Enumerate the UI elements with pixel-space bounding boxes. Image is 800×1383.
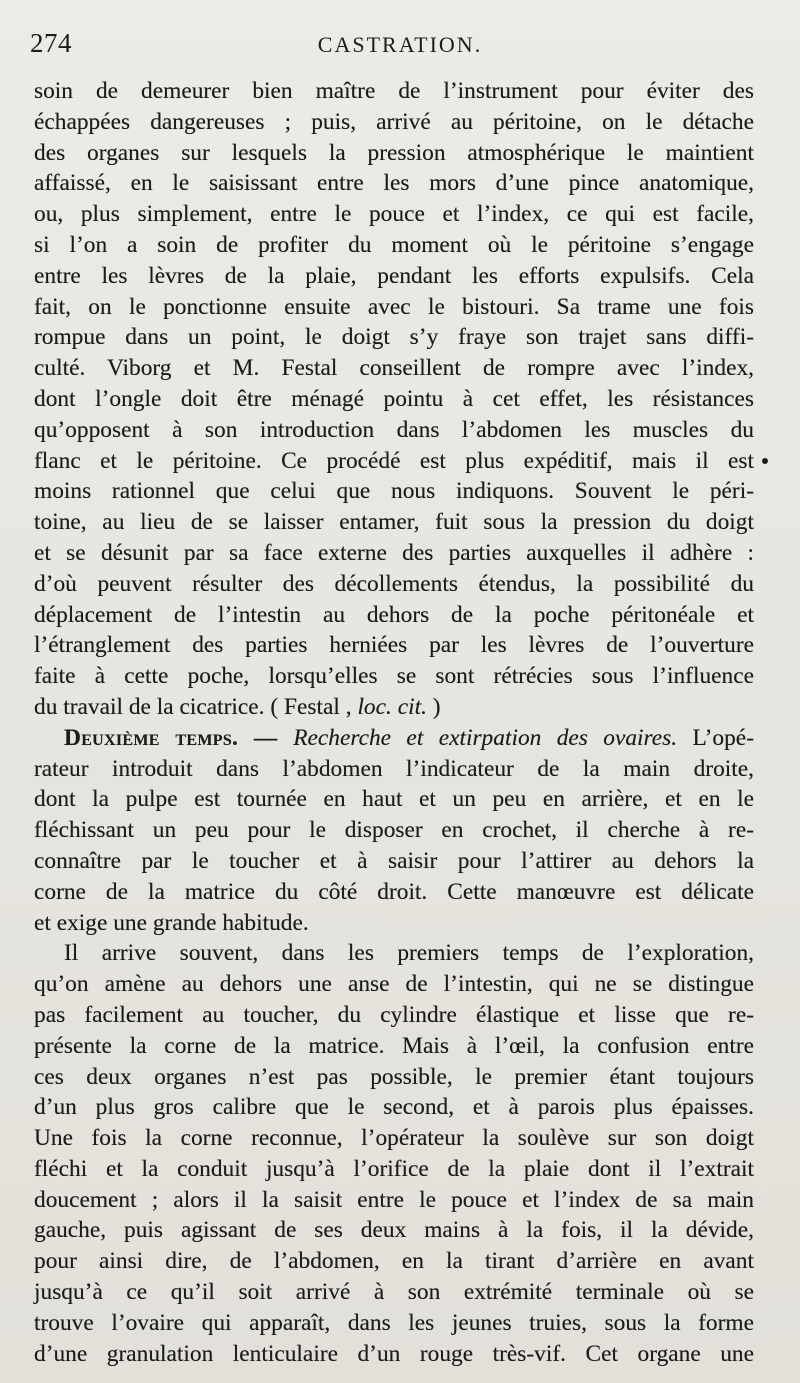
text-line: si l’on a soin de profiter du moment où le péritoine s’engage xyxy=(34,231,754,258)
text-line: des organes sur lesquels la pression atmosphérique le maintient xyxy=(34,139,754,166)
running-title: CASTRATION. xyxy=(317,32,483,57)
text-line: connaître par le toucher et à saisir pour l’attirer au dehors la xyxy=(34,847,754,874)
text-line: fléchissant un peu pour le disposer en crochet, il cherche à re- xyxy=(34,817,754,844)
text-line: ou, plus simplement, entre le pouce et l’index, ce qui est facile, xyxy=(34,201,754,228)
text-line: affaissé, en le saisissant entre les mors d’une pince anatomique, xyxy=(34,170,754,197)
text-line: d’un plus gros calibre que le second, et à parois plus épaisses. xyxy=(34,1094,754,1121)
text-line: soin de demeurer bien maître de l’instrument pour éviter des xyxy=(34,78,754,104)
citation-lead: du travail de la cicatrice. ( Festal , xyxy=(34,693,358,720)
text-line xyxy=(34,723,754,754)
text-line: faite à cette poche, lorsqu’elles se sont rétrécies sous l’influence xyxy=(34,663,754,690)
text-line: corne de la matrice du côté droit. Cette manœuvre est délicate xyxy=(34,878,754,905)
text-line: et exige une grande habitude. xyxy=(34,909,309,936)
text-line: présente la corne de la matrice. Mais à l’œil, la confusion entre xyxy=(34,1032,754,1059)
text-line: échappées dangereuses ; puis, arrivé au péritoine, on le détache xyxy=(34,108,754,135)
text-line: trouve l’ovaire qui apparaît, dans les jeunes truies, sous la forme xyxy=(34,1309,754,1336)
text-line: culté. Viborg et M. Festal conseillent de rompre avec l’index, xyxy=(34,355,754,382)
text-line: rompue dans un point, le doigt s’y fraye son trajet sans diffi- xyxy=(34,324,754,351)
text-line: dont la pulpe est tournée en haut et un peu en arrière, et en le xyxy=(34,786,754,813)
text-line: flanc et le péritoine. Ce procédé est plus expéditif, mais il est xyxy=(34,447,754,474)
text-line: Une fois la corne reconnue, l’opérateur la soulève sur son doigt xyxy=(34,1125,754,1152)
text-line: jusqu’à ce qu’il soit arrivé à son extrémité terminale où se xyxy=(34,1279,754,1306)
text-line: fléchi et la conduit jusqu’à l’orifice de la plaie dont il l’extrait xyxy=(34,1155,754,1182)
text-line: l’étranglement des parties herniées par les lèvres de l’ouverture xyxy=(34,632,754,659)
text-line: qu’opposent à son introduction dans l’abdomen les muscles du xyxy=(34,416,754,443)
text-line: et se désunit par sa face externe des parties auxquelles il adhère : xyxy=(34,539,754,566)
text-line: gauche, puis agissant de ses deux mains à la fois, il la dévide, xyxy=(34,1217,754,1244)
text-line: doucement ; alors il la saisit entre le pouce et l’index de sa main xyxy=(34,1186,754,1213)
text-line: pas facilement au toucher, du cylindre élastique et lisse que re- xyxy=(34,1001,754,1028)
text-line: Il arrive souvent, dans les premiers temps de l’exploration, xyxy=(64,940,754,967)
text-line: moins rationnel que celui que nous indiquons. Souvent le péri- xyxy=(34,478,754,505)
page-number: 274 xyxy=(30,28,72,58)
paragraph-1 xyxy=(34,76,754,723)
citation-close: ) xyxy=(426,693,441,720)
text-line: fait, on le ponctionne ensuite avec le bistouri. Sa trame une fois xyxy=(34,293,754,320)
text-line: qu’on amène au dehors une anse de l’intestin, qui ne se distingue xyxy=(34,971,754,998)
section-first-line-tail: L’opé- xyxy=(677,724,754,751)
text-line: dont l’ongle doit être ménagé pointu à cet effet, les résistances xyxy=(34,385,754,412)
text-line: d’une granulation lenticulaire d’un rouge très-vif. Cet organe une xyxy=(34,1340,754,1367)
paragraph-2 xyxy=(34,723,754,939)
body-text xyxy=(34,76,754,1369)
citation-reference: loc. cit. xyxy=(357,693,427,720)
text-line xyxy=(34,692,754,723)
paragraph-3 xyxy=(34,938,754,1369)
text-line: pour ainsi dire, de l’abdomen, en la tirant d’arrière en avant xyxy=(34,1248,754,1275)
text-line: rateur introduit dans l’abdomen l’indicateur de la main droite, xyxy=(34,755,754,782)
text-line: toine, au lieu de se laisser entamer, fuit sous la pression du doigt xyxy=(34,509,754,536)
section-heading: Deuxième temps. — xyxy=(64,724,294,751)
section-title: Recherche et extirpation des ovaires. xyxy=(293,724,678,751)
page-header xyxy=(0,28,800,68)
margin-mark xyxy=(762,458,768,464)
text-line: entre les lèvres de la plaie, pendant les efforts expulsifs. Cela xyxy=(34,262,754,289)
text-line: ces deux organes n’est pas possible, le premier étant toujours xyxy=(34,1063,754,1090)
text-line: d’où peuvent résulter des décollements étendus, la possibilité du xyxy=(34,570,754,597)
text-line: déplacement de l’intestin au dehors de la poche péritonéale et xyxy=(34,601,754,628)
